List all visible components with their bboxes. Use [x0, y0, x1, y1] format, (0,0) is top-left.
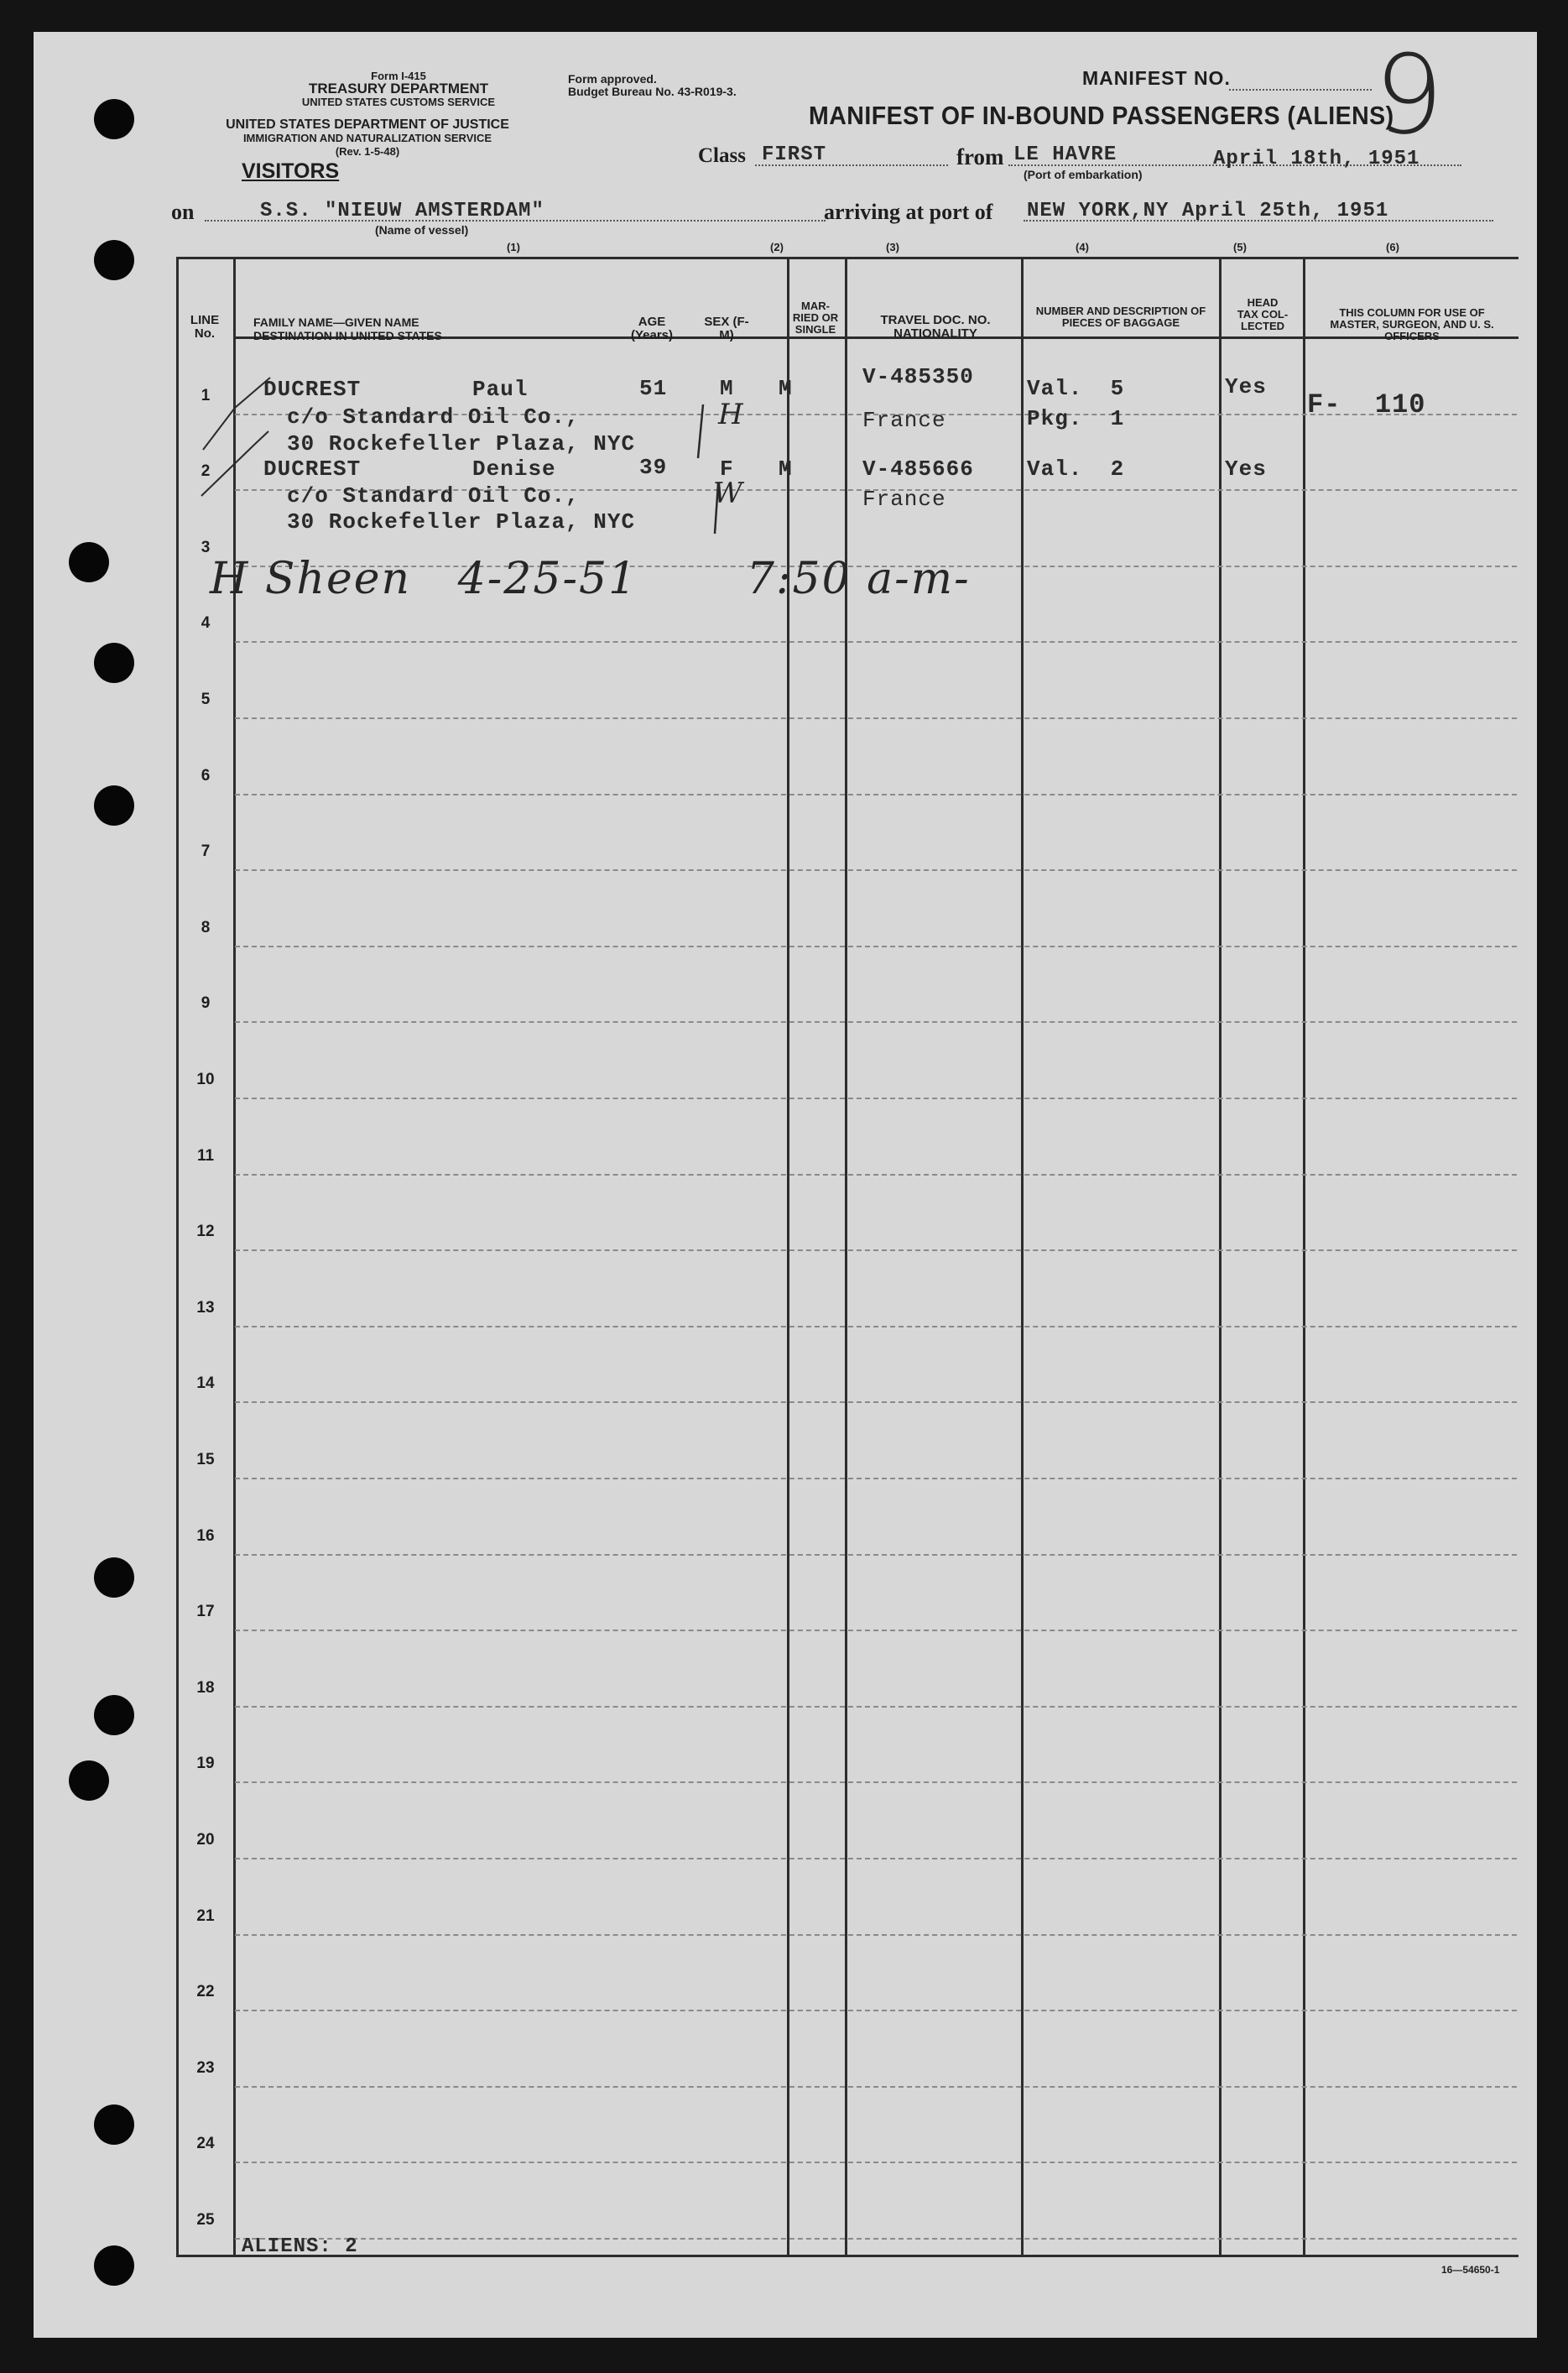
embark-date: April 18th, 1951: [1213, 148, 1420, 170]
col-num-1: (1): [507, 241, 520, 253]
passenger-1-baggage-2: Pkg. 1: [1027, 406, 1125, 431]
binder-hole: [94, 785, 134, 826]
table-left-border: [176, 257, 179, 2257]
line-number: 25: [196, 2211, 215, 2229]
table-row: [235, 1554, 1517, 1556]
form-number: Form I-415: [371, 70, 426, 82]
table-row: [235, 1098, 1517, 1099]
passenger-1-hand-mark: H: [718, 398, 743, 431]
binder-hole: [94, 2104, 134, 2145]
handwritten-inspection-note: H Sheen 4-25-51 7:50 a-m-: [210, 554, 971, 604]
line-number: 10: [196, 1071, 215, 1088]
table-row: [235, 1630, 1517, 1631]
header-head-tax: HEAD TAX COL-LECTED: [1237, 296, 1289, 332]
table-row: [235, 2238, 1517, 2240]
line-number: 4: [201, 614, 211, 632]
passenger-2-baggage-1: Val. 2: [1027, 456, 1125, 482]
form-approved: Form approved.: [568, 72, 657, 86]
on-label: on: [171, 200, 195, 224]
table-top-border: [176, 257, 1519, 259]
passenger-2-head-tax: Yes: [1225, 456, 1267, 482]
customs-service: UNITED STATES CUSTOMS SERVICE: [301, 96, 496, 108]
passenger-1-married: M: [779, 376, 793, 401]
budget-bureau: Budget Bureau No. 43-R019-3.: [568, 85, 737, 98]
binder-hole: [94, 240, 134, 280]
table-row: [235, 1401, 1517, 1403]
table-row: [235, 2086, 1517, 2088]
table-row: [235, 717, 1517, 719]
revision: (Rev. 1-5-48): [335, 145, 400, 158]
passenger-1-doc: V-485350: [862, 364, 974, 389]
passenger-1-officer-note: F- 110: [1307, 389, 1426, 420]
passenger-1-name: DUCREST Paul: [263, 377, 529, 402]
aliens-total: ALIENS: 2: [242, 2235, 358, 2258]
binder-hole: [94, 1557, 134, 1598]
passenger-2-age: 39: [639, 455, 668, 480]
line-number: 1: [201, 387, 211, 404]
table-row: [235, 1858, 1517, 1859]
line-number: 14: [196, 1374, 215, 1392]
col-num-6: (6): [1386, 241, 1399, 253]
passenger-2-married: M: [779, 456, 793, 482]
manifest-number: 9: [1374, 31, 1444, 159]
col-divider: [1303, 257, 1305, 2257]
passenger-1-sex: M: [720, 376, 734, 401]
col-num-5: (5): [1233, 241, 1247, 253]
line-number: 2: [201, 462, 211, 480]
header-age: AGE (Years): [630, 315, 674, 342]
arriving-label: arriving at port of: [824, 200, 993, 224]
passenger-2-nationality: France: [862, 487, 946, 512]
table-row: [235, 869, 1517, 871]
vessel-caption: (Name of vessel): [375, 223, 469, 237]
table-row: [235, 2162, 1517, 2163]
col-divider: [1219, 257, 1222, 2257]
arriving-value: NEW YORK,NY April 25th, 1951: [1027, 200, 1389, 222]
line-number: 20: [196, 1831, 215, 1849]
header-line-no: LINE No.: [190, 313, 220, 341]
passenger-1-baggage-1: Val. 5: [1027, 376, 1125, 401]
line-number: 11: [196, 1147, 215, 1165]
visitors-label: VISITORS: [242, 159, 340, 183]
passenger-2-name: DUCREST Denise: [263, 456, 556, 482]
line-number: 9: [201, 994, 211, 1012]
line-number: 15: [196, 1451, 215, 1468]
header-officers: THIS COLUMN FOR USE OF MASTER, SURGEON, AND U. S. OFFICERS: [1330, 306, 1494, 342]
table-row: [235, 1174, 1517, 1176]
table-row: [235, 641, 1517, 643]
port-caption: (Port of embarkation): [1024, 168, 1143, 181]
from-label: from: [956, 144, 1004, 170]
line-number: 17: [196, 1603, 215, 1620]
class-value: FIRST: [762, 143, 827, 166]
header-travel: TRAVEL DOC. NO. NATIONALITY: [880, 313, 991, 341]
header-name-bottom: DESTINATION IN UNITED STATES: [253, 329, 442, 342]
passenger-1-nationality: France: [862, 408, 946, 433]
line-number: 13: [196, 1299, 215, 1317]
table-row: [235, 794, 1517, 795]
passenger-1-age: 51: [639, 376, 668, 401]
table-row: [235, 1706, 1517, 1708]
binder-hole: [94, 1695, 134, 1735]
line-number: 19: [196, 1755, 215, 1772]
col-divider: [1021, 257, 1024, 2257]
table-row: [235, 1781, 1517, 1783]
table-row: [235, 1934, 1517, 1936]
department-of-justice: UNITED STATES DEPARTMENT OF JUSTICE: [226, 117, 509, 132]
line-number: 5: [201, 691, 211, 708]
manifest-no-label: MANIFEST NO.: [1082, 67, 1231, 89]
line-number: 3: [201, 539, 211, 556]
treasury-department: TREASURY DEPARTMENT: [308, 81, 489, 96]
binder-hole: [69, 1760, 109, 1801]
header-married: MAR-RIED OR SINGLE: [792, 300, 839, 336]
page-title: MANIFEST OF IN-BOUND PASSENGERS (ALIENS): [809, 101, 1394, 130]
passenger-2-addr1: c/o Standard Oil Co.,: [287, 483, 580, 508]
header-sex: SEX (F-M): [704, 315, 749, 342]
passenger-2-doc: V-485666: [862, 456, 974, 482]
table-row: [235, 1249, 1517, 1251]
col-num-4: (4): [1076, 241, 1089, 253]
header-baggage: NUMBER AND DESCRIPTION OF PIECES OF BAGGAGE: [1035, 305, 1206, 329]
class-label: Class: [698, 144, 746, 167]
line-number: 12: [196, 1223, 215, 1240]
table-row: [235, 1021, 1517, 1023]
line-number: 18: [196, 1679, 215, 1697]
table-row: [235, 1478, 1517, 1479]
manifest-page: [34, 32, 1537, 2338]
table-row: [235, 946, 1517, 947]
table-row: [235, 2010, 1517, 2011]
line-number: 24: [196, 2135, 215, 2152]
from-value: LE HAVRE: [1013, 143, 1117, 166]
line-number: 8: [201, 919, 211, 936]
binder-hole: [94, 643, 134, 683]
table-bottom-border: [176, 2255, 1519, 2257]
binder-hole: [69, 542, 109, 582]
line-number: 22: [196, 1983, 215, 2000]
line-number: 23: [196, 2059, 215, 2077]
line-number: 7: [201, 842, 211, 860]
line-number: 6: [201, 767, 211, 785]
binder-hole: [94, 2245, 134, 2286]
passenger-2-sex: F: [720, 456, 734, 482]
passenger-1-head-tax: Yes: [1225, 374, 1267, 399]
header-name-top: FAMILY NAME—GIVEN NAME: [253, 316, 419, 329]
col-num-2: (2): [770, 241, 784, 253]
col-num-3: (3): [886, 241, 899, 253]
vessel-name: S.S. "NIEUW AMSTERDAM": [260, 200, 544, 222]
passenger-2-hand-mark: W: [713, 477, 742, 510]
manifest-table: [176, 257, 1519, 2271]
line-number: 16: [196, 1527, 215, 1545]
ins-line: IMMIGRATION AND NATURALIZATION SERVICE: [242, 132, 492, 144]
passenger-2-addr2: 30 Rockefeller Plaza, NYC: [287, 509, 636, 535]
table-row: [235, 1326, 1517, 1327]
check-marks: [176, 324, 780, 542]
line-number: 21: [196, 1907, 215, 1925]
binder-hole: [94, 99, 134, 139]
printer-code: 16—54650-1: [1441, 2264, 1500, 2276]
manifest-no-line: [1229, 89, 1372, 91]
passenger-1-addr1: c/o Standard Oil Co.,: [287, 404, 580, 430]
passenger-1-addr2: 30 Rockefeller Plaza, NYC: [287, 431, 636, 456]
